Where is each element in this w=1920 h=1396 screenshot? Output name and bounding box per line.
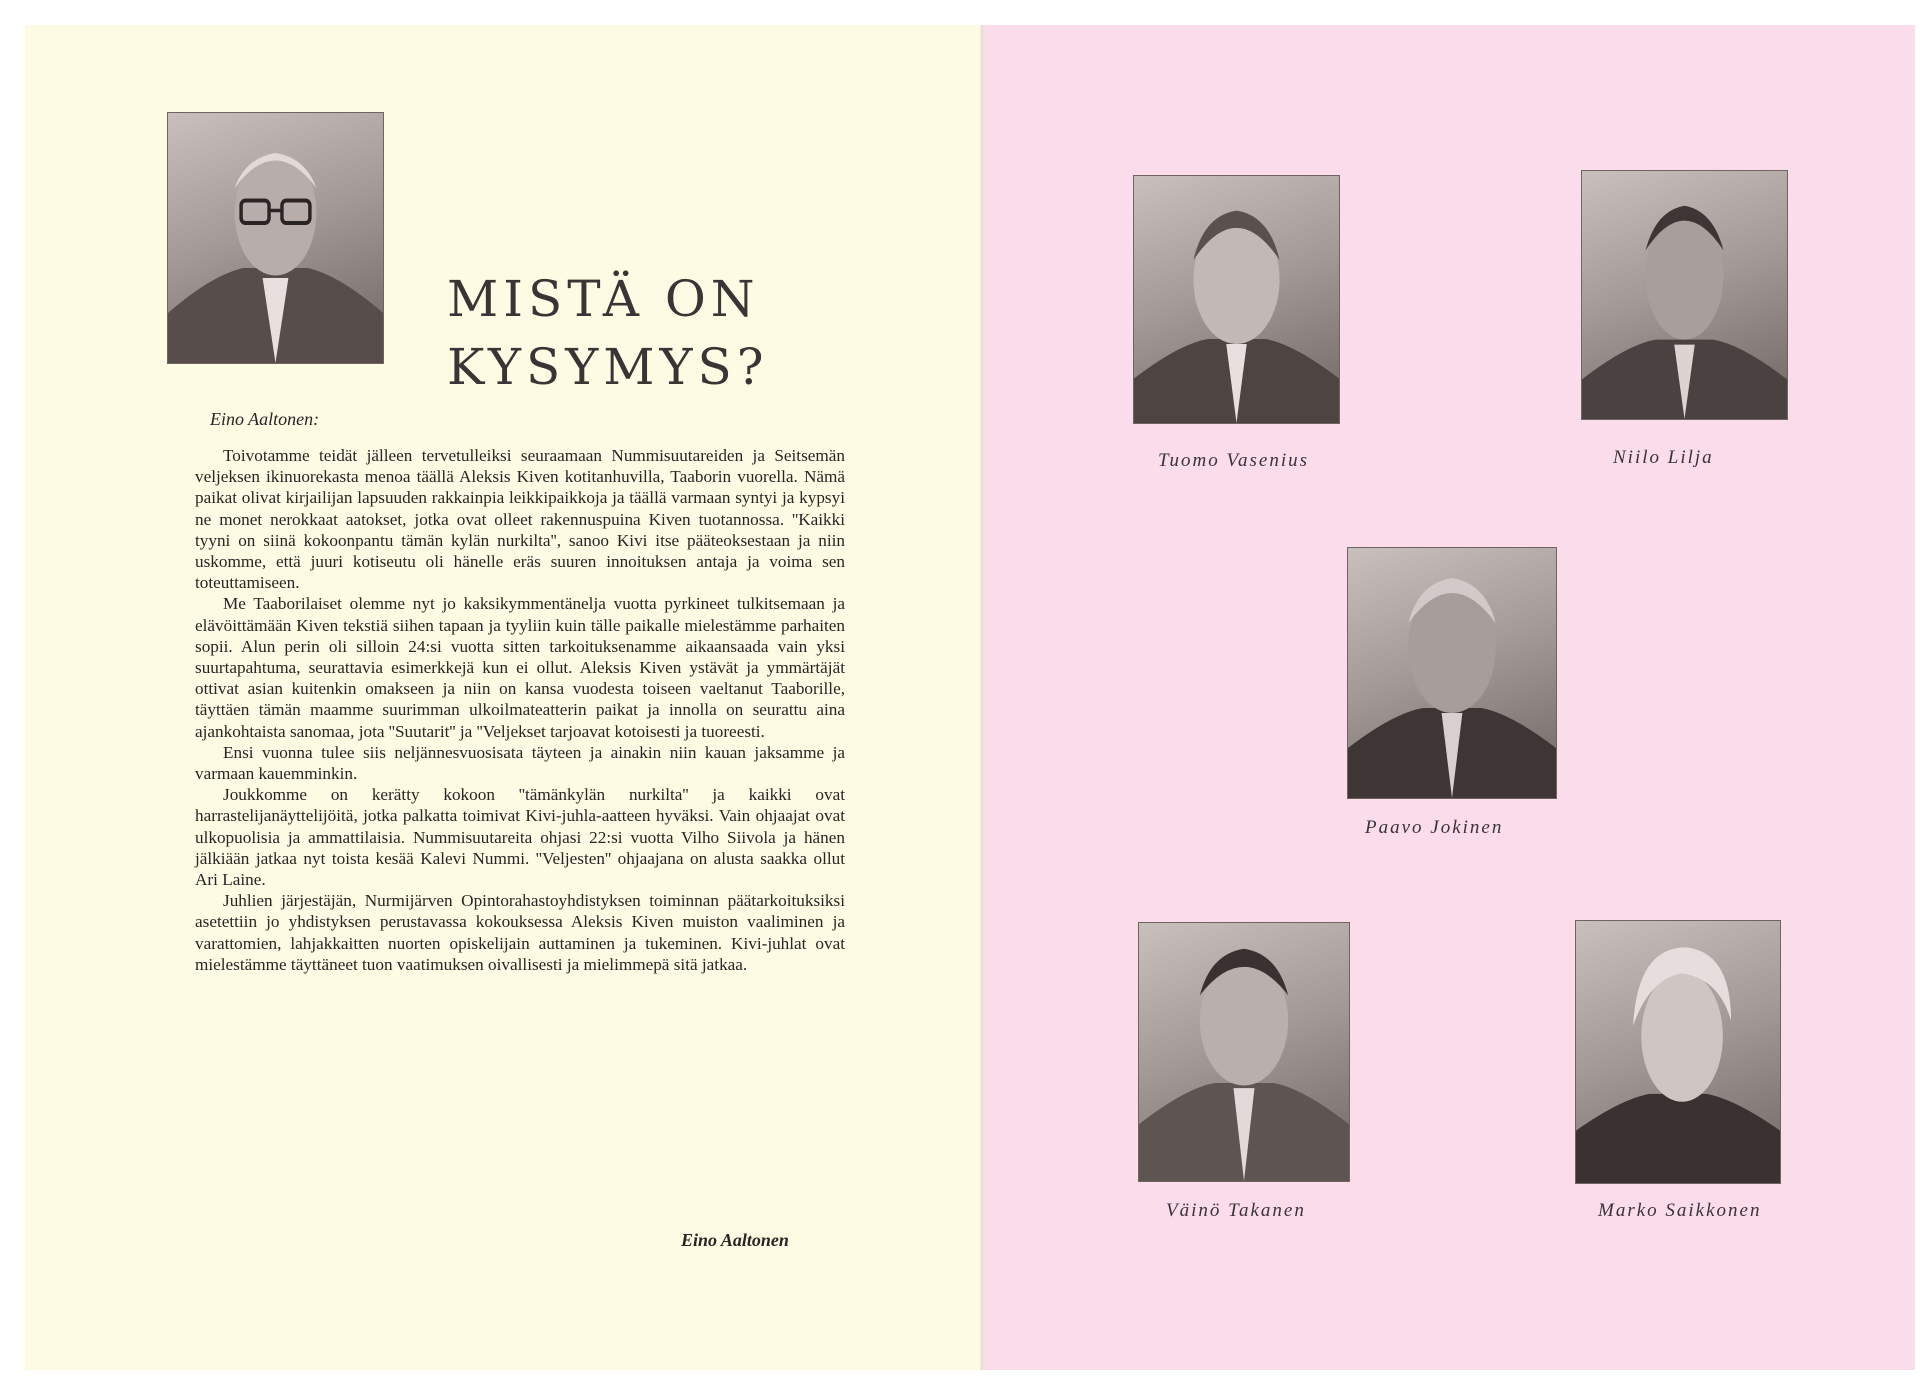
portrait-caption-vaino-takanen: Väinö Takanen	[1166, 1200, 1306, 1221]
article-body	[195, 445, 845, 975]
article-paragraph-2: Me Taaborilaiset olemme nyt jo kaksikymmentänelja vuotta pyrkineet tulkitsemaan ja elävöittämään Kiven tekstiä siihen tapaan ja tyyliin kuin tälle paikalle mielestämme parhaiten sopii. Alun perin oli silloin 24:si vuotta sitten tarkoituksenamme aikaansaada vain yksi suurtapahtuma, seurattavia esimerkkejä kun ei ollut. Aleksis Kiven ystävät ja ymmärtäjät ottivat asian kuitenkin omakseen ja niin on kansa vuodesta toiseen vaeltanut Taaborille, täyttäen tämän maamme suurimman ulkoilmateatterin paikat ja innolla on seurattu aina ajankohtaista sanomaa, jota ''Suutarit'' ja ''Veljekset tarjoavat kotoisesti ja tuoreesti.	[195, 594, 845, 741]
portrait-photo-paavo-jokinen	[1347, 547, 1557, 799]
portrait-caption-marko-saikkonen: Marko Saikkonen	[1598, 1200, 1762, 1221]
article-paragraph-5: Juhlien järjestäjän, Nurmijärven Opintorahastoyhdistyksen toiminnan päätarkoituksiksi asetettiin jo yhdistyksen perustavassa kokouksessa Aleksis Kiven muiston vaaliminen ja varattomien, lahjakkaitten nuorten opiskelijain auttaminen ja tukeminen. Kivi-juhlat ovat mielestämme täyttäneet tuon vaatimuksen oivallisesti ja mielimmepä sitä jatkaa.	[195, 891, 845, 974]
portrait-photo-vaino-takanen	[1138, 922, 1350, 1182]
article-paragraph-3: Ensi vuonna tulee siis neljännesvuosisata täyteen ja ainakin niin kauan jaksamme ja varmaan kauemminkin.	[195, 742, 845, 784]
heading-line-1: MISTÄ ON	[447, 270, 760, 328]
portrait-caption-paavo-jokinen: Paavo Jokinen	[1365, 817, 1504, 838]
author-portrait-photo	[167, 112, 384, 364]
portrait-photo-marko-saikkonen	[1575, 920, 1781, 1184]
article-byline: Eino Aaltonen:	[210, 409, 320, 429]
article-paragraph-1: Toivotamme teidät jälleen tervetulleiksi seuraamaan Nummisuutareiden ja Seitsemän veljeksen ikinuorekasta menoa täällä Aleksis Kiven kotitanhuvilla, Taaborin vuorella. Nämä paikat olivat kirjailijan lapsuuden rakkainpia leikkipaikkoja ja täällä varmaan syntyi ja kypsyi ne monet nerokkaat aatokset, jotka ovat olleet rakennuspuina Kiven tuotannossa. ''Kaikki tyyni on siinä kokoonpantu tämän kylän nurkilta'', sanoo Kivi itse pääteoksestaan ja niin uskomme, että juuri kotiseutu oli hänelle eräs suuren innoituksen antaja ja voima sen toteuttamiseen.	[195, 446, 845, 593]
booklet-spread	[25, 25, 1915, 1370]
article-signature: Eino Aaltonen	[681, 1230, 789, 1250]
portrait-photo-niilo-lilja	[1581, 170, 1788, 420]
left-page	[25, 25, 983, 1370]
heading-line-2: KYSYMYS?	[447, 338, 769, 396]
article-paragraph-4: Joukkomme on kerätty kokoon ''tämänkylän nurkilta'' ja kaikki ovat harrastelijanäyttelijöitä, jotka palkatta toimivat Kivi-juhla-aatteen hyväksi. Vain ohjaajat ovat ulkopuolisia ja ammattilaisia. Nummisuutareita ohjasi 22:si vuotta Vilho Siivola ja hänen jälkiään jatkaa nyt toista kesää Kalevi Nummi. ''Veljesten'' ohjaajana on alusta saakka ollut Ari Laine.	[195, 785, 845, 890]
portrait-photo-tuomo-vasenius	[1133, 175, 1340, 424]
article-heading	[447, 265, 769, 401]
portrait-caption-niilo-lilja: Niilo Lilja	[1613, 447, 1714, 468]
portrait-caption-tuomo-vasenius: Tuomo Vasenius	[1158, 450, 1309, 471]
right-page	[983, 25, 1915, 1370]
